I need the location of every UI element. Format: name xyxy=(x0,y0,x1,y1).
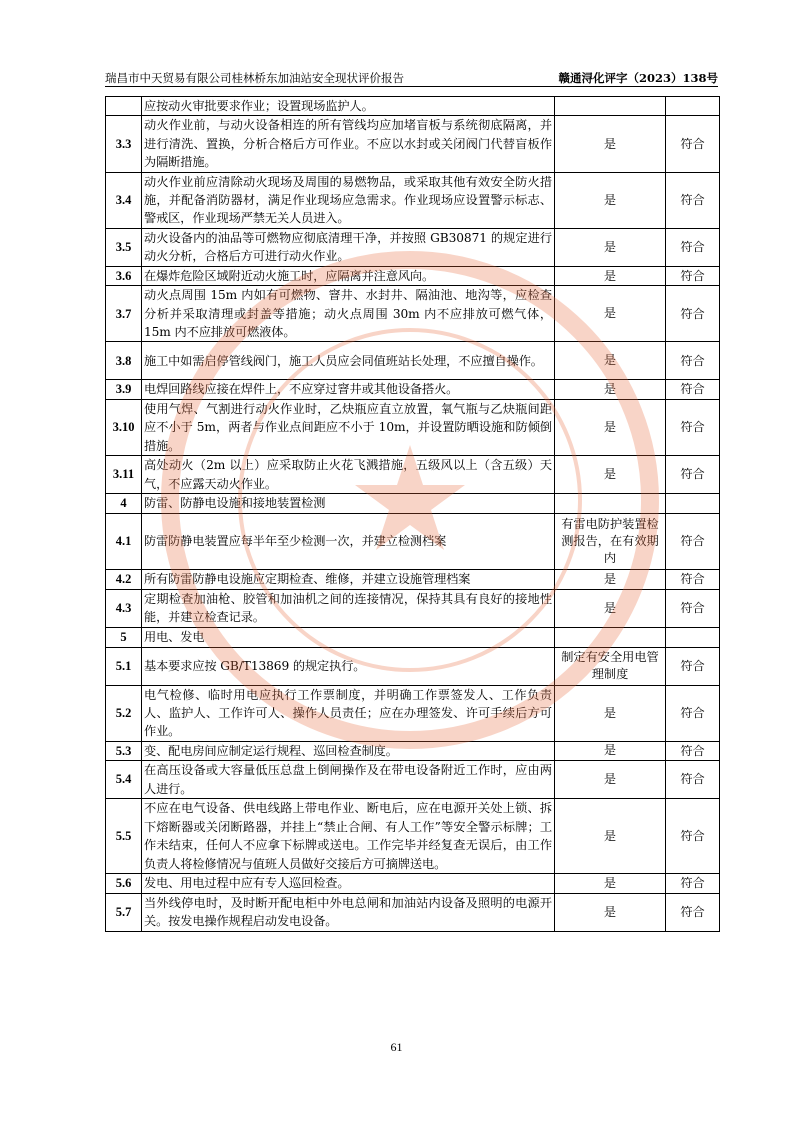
item-number: 3.11 xyxy=(106,456,142,494)
check-result: 是 xyxy=(555,741,666,760)
item-number: 5.3 xyxy=(106,741,142,760)
check-conclusion: 符合 xyxy=(666,893,720,931)
table-row xyxy=(106,893,720,931)
check-content: 当外线停电时，及时断开配电柜中外电总闸和加油站内设备及照明的电源开关。按发电操作规程启动发电设备。 xyxy=(142,893,555,931)
section-row xyxy=(106,494,720,514)
table-row xyxy=(106,380,720,399)
check-result: 是 xyxy=(555,399,666,455)
table-row xyxy=(106,685,720,741)
check-content: 防雷防静电装置应每半年至少检测一次，并建立检测档案 xyxy=(142,514,555,570)
item-number: 3.9 xyxy=(106,380,142,399)
table-row xyxy=(106,172,720,228)
item-number: 3.5 xyxy=(106,228,142,266)
check-content: 动火作业前，与动火设备相连的所有管线均应加堵盲板与系统彻底隔离，并进行清洗、置换，分析合格后方可作业。不应以水封或关闭阀门代替盲板作为隔断措施。 xyxy=(142,116,555,172)
check-content: 不应在电气设备、供电线路上带电作业、断电后，应在电源开关处上锁、拆下熔断器或关闭断路器，并挂上“禁止合闸、有人工作”等安全警示标牌；工作未结束，任何人不应拿下标牌或送电。工作完毕并经复查无误后，由工作负责人将检修情况与值班人员做好交接后方可摘牌送电。 xyxy=(142,799,555,874)
table-row xyxy=(106,589,720,627)
check-result: 是 xyxy=(555,266,666,285)
check-result: 是 xyxy=(555,589,666,627)
check-result: 是 xyxy=(555,893,666,931)
check-conclusion: 符合 xyxy=(666,286,720,342)
table-row xyxy=(106,874,720,893)
check-content: 施工中如需启停管线阀门，施工人员应会同值班站长处理，不应擅自操作。 xyxy=(142,342,555,380)
item-number: 5.4 xyxy=(106,761,142,799)
check-content: 发电、用电过程中应有专人巡回检查。 xyxy=(142,874,555,893)
check-content: 动火作业前应清除动火现场及周围的易燃物品，或采取其他有效安全防火措施，并配备消防器材，满足作业现场应急需求。作业现场应设置警示标志、警戒区，作业现场严禁无关人员进入。 xyxy=(142,172,555,228)
check-content: 所有防雷防静电设施应定期检查、维修，并建立设施管理档案 xyxy=(142,570,555,589)
check-content: 动火设备内的油品等可燃物应彻底清理干净，并按照 GB30871 的规定进行动火分析，合格后方可进行动火作业。 xyxy=(142,228,555,266)
check-conclusion: 符合 xyxy=(666,799,720,874)
section-row xyxy=(106,627,720,647)
check-content: 应按动火审批要求作业；设置现场监护人。 xyxy=(142,97,555,116)
check-result: 是 xyxy=(555,286,666,342)
check-content: 动火点周围 15m 内如有可燃物、窨井、水封井、隔油池、地沟等，应检查分析并采取清理或封盖等措施；动火点周围 30m 内不应排放可燃气体，15m 内不应排放可燃液体。 xyxy=(142,286,555,342)
check-conclusion: 符合 xyxy=(666,874,720,893)
check-content: 在爆炸危险区域附近动火施工时，应隔离并注意风向。 xyxy=(142,266,555,285)
check-result: 是 xyxy=(555,228,666,266)
check-result: 是 xyxy=(555,799,666,874)
check-content: 电焊回路线应接在焊件上，不应穿过窨井或其他设备搭火。 xyxy=(142,380,555,399)
check-content: 定期检查加油枪、胶管和加油机之间的连接情况，保持其具有良好的接地性能，并建立检查记录。 xyxy=(142,589,555,627)
check-conclusion: 符合 xyxy=(666,741,720,760)
table-row xyxy=(106,456,720,494)
table-row xyxy=(106,97,720,116)
table-row xyxy=(106,266,720,285)
check-result: 是 xyxy=(555,342,666,380)
item-number: 3.3 xyxy=(106,116,142,172)
check-result: 是 xyxy=(555,761,666,799)
item-number: 3.4 xyxy=(106,172,142,228)
check-result xyxy=(555,97,666,116)
check-conclusion: 符合 xyxy=(666,172,720,228)
item-number: 4.3 xyxy=(106,589,142,627)
check-result: 是 xyxy=(555,172,666,228)
check-result: 是 xyxy=(555,874,666,893)
item-number: 4 xyxy=(106,494,142,514)
page-number: 61 xyxy=(390,1040,403,1054)
table-row xyxy=(106,342,720,380)
table-row xyxy=(106,116,720,172)
table-row xyxy=(106,799,720,874)
check-conclusion: 符合 xyxy=(666,380,720,399)
table-row xyxy=(106,399,720,455)
check-content: 高处动火（2m 以上）应采取防止火花飞溅措施，五级风以上（含五级）天气，不应露天动火作业。 xyxy=(142,456,555,494)
item-number: 3.7 xyxy=(106,286,142,342)
check-conclusion: 符合 xyxy=(666,647,720,685)
check-result: 有雷电防护装置检测报告，在有效期内 xyxy=(555,514,666,570)
check-conclusion: 符合 xyxy=(666,228,720,266)
table-row xyxy=(106,741,720,760)
check-conclusion: 符合 xyxy=(666,685,720,741)
table-row xyxy=(106,286,720,342)
check-content: 电气检修、临时用电应执行工作票制度，并明确工作票签发人、工作负责人、监护人、工作许可人、操作人员责任；应在办理签发、许可手续后方可作业。 xyxy=(142,685,555,741)
item-number: 5.1 xyxy=(106,647,142,685)
check-content: 变、配电房间应制定运行规程、巡回检查制度。 xyxy=(142,741,555,760)
check-conclusion: 符合 xyxy=(666,570,720,589)
check-conclusion xyxy=(666,627,720,647)
table-row xyxy=(106,647,720,685)
item-number xyxy=(106,97,142,116)
check-content: 用电、发电 xyxy=(142,627,555,647)
check-conclusion: 符合 xyxy=(666,514,720,570)
item-number: 3.6 xyxy=(106,266,142,285)
check-result: 是 xyxy=(555,380,666,399)
check-conclusion: 符合 xyxy=(666,116,720,172)
item-number: 3.10 xyxy=(106,399,142,455)
check-result: 制定有安全用电管理制度 xyxy=(555,647,666,685)
check-content: 使用气焊、气割进行动火作业时，乙炔瓶应直立放置，氧气瓶与乙炔瓶间距应不小于 5m，两者与作业点间距应不小于 10m，并设置防晒设施和防倾倒措施。 xyxy=(142,399,555,455)
report-title: 瑞昌市中天贸易有限公司桂林桥东加油站安全现状评价报告 xyxy=(105,71,404,85)
check-result: 是 xyxy=(555,570,666,589)
item-number: 5.7 xyxy=(106,893,142,931)
page-header xyxy=(105,70,718,87)
check-conclusion: 符合 xyxy=(666,761,720,799)
item-number: 4.1 xyxy=(106,514,142,570)
check-result: 是 xyxy=(555,685,666,741)
item-number: 5 xyxy=(106,627,142,647)
check-result xyxy=(555,494,666,514)
table-row xyxy=(106,228,720,266)
check-conclusion: 符合 xyxy=(666,342,720,380)
check-content: 在高压设备或大容量低压总盘上倒闸操作及在带电设备附近工作时，应由两人进行。 xyxy=(142,761,555,799)
check-result: 是 xyxy=(555,116,666,172)
check-conclusion: 符合 xyxy=(666,456,720,494)
check-conclusion: 符合 xyxy=(666,266,720,285)
item-number: 5.2 xyxy=(106,685,142,741)
item-number: 5.5 xyxy=(106,799,142,874)
check-result xyxy=(555,627,666,647)
table-row xyxy=(106,570,720,589)
table-row xyxy=(106,514,720,570)
item-number: 5.6 xyxy=(106,874,142,893)
check-conclusion: 符合 xyxy=(666,399,720,455)
item-number: 4.2 xyxy=(106,570,142,589)
item-number: 3.8 xyxy=(106,342,142,380)
check-content: 防雷、防静电设施和接地装置检测 xyxy=(142,494,555,514)
table-row xyxy=(106,761,720,799)
check-conclusion xyxy=(666,494,720,514)
check-conclusion xyxy=(666,97,720,116)
checklist-table xyxy=(105,96,720,932)
check-content: 基本要求应按 GB/T13869 的规定执行。 xyxy=(142,647,555,685)
report-number: 赣通浔化评字（2023）138号 xyxy=(558,71,718,85)
check-conclusion: 符合 xyxy=(666,589,720,627)
check-result: 是 xyxy=(555,456,666,494)
